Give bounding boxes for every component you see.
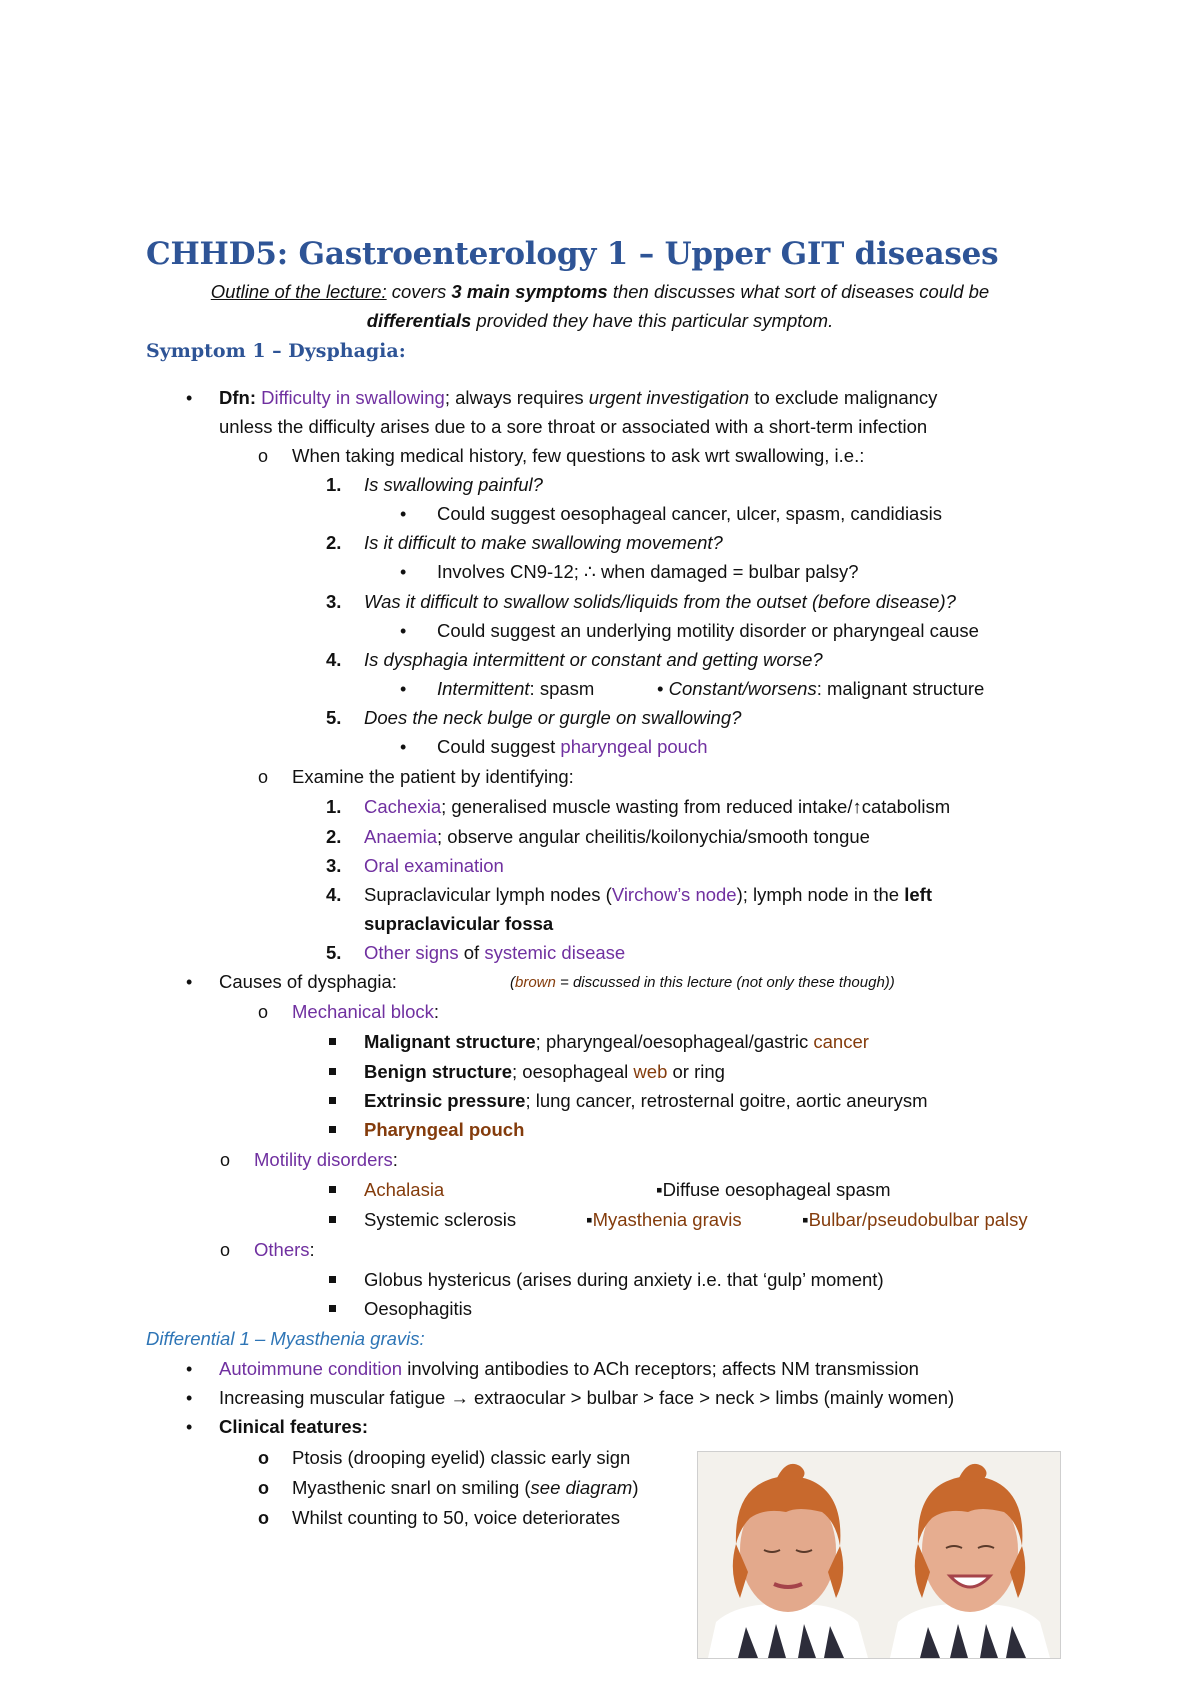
dfn-line-2: unless the difficulty arises due to a sore throat or associated with a short-term infection (219, 416, 928, 437)
motility-systemic-sclerosis: Systemic sclerosis (364, 1209, 517, 1230)
portrait-pair-illustration (698, 1452, 1060, 1658)
bullet-o: o (258, 767, 269, 787)
motility-achalasia: Achalasia (364, 1179, 445, 1200)
mechanical-item: Malignant structure; pharyngeal/oesophageal/gastric cancer (364, 1031, 869, 1052)
exam-item: Supraclavicular lymph nodes (Virchow’s node); lymph node in the left (364, 884, 932, 905)
bullet-o: o (258, 1448, 269, 1468)
motility-bulbar: ▪Bulbar/pseudobulbar palsy (802, 1209, 1028, 1230)
bullet-o: o (220, 1150, 231, 1170)
differential-bullet: Increasing muscular fatigue → extraocular > bulbar > face > neck > limbs (mainly women) (219, 1387, 955, 1408)
exam-item: Cachexia; generalised muscle wasting from reduced intake/↑catabolism (364, 796, 951, 817)
bullet-dot: • (186, 1359, 193, 1379)
history-intro: When taking medical history, few questions to ask wrt swallowing, i.e.: (292, 445, 865, 466)
exam-number: 3. (326, 855, 342, 876)
square-bullet (329, 1186, 336, 1193)
bullet-dot: • (400, 504, 407, 524)
symptom-1-heading: Symptom 1 – Dysphagia: (146, 340, 406, 362)
question-text: Was it difficult to swallow solids/liquids from the outset (before disease)? (364, 591, 956, 612)
question-answer: Could suggest oesophageal cancer, ulcer, spasm, candidiasis (437, 503, 942, 524)
others-item: Globus hystericus (arises during anxiety i.e. that ‘gulp’ moment) (364, 1269, 884, 1290)
question-text: Is swallowing painful? (364, 474, 543, 495)
mechanical-item: Extrinsic pressure; lung cancer, retrosternal goitre, aortic aneurysm (364, 1090, 928, 1111)
exam-number: 4. (326, 884, 342, 905)
question-answer: Could suggest an underlying motility disorder or pharyngeal cause (437, 620, 979, 641)
differential-1-heading: Differential 1 – Myasthenia gravis: (146, 1328, 425, 1349)
q5-answer: Could suggest pharyngeal pouch (437, 736, 708, 757)
bullet-dot: • (186, 388, 193, 408)
bullet-dot: • (400, 679, 407, 699)
exam-item: Oral examination (364, 855, 504, 876)
question-number: 4. (326, 649, 342, 670)
question-number: 1. (326, 474, 342, 495)
bullet-o: o (258, 446, 269, 466)
exam-item-continued: supraclavicular fossa (364, 913, 554, 934)
exam-intro: Examine the patient by identifying: (292, 766, 574, 787)
bullet-o: o (258, 1508, 269, 1528)
exam-item: Anaemia; observe angular cheilitis/koilonychia/smooth tongue (364, 826, 870, 847)
question-number: 2. (326, 532, 342, 553)
mechanical-item: Pharyngeal pouch (364, 1119, 525, 1140)
bullet-dot: • (186, 1417, 193, 1437)
clinical-feature: Myasthenic snarl on smiling (see diagram) (292, 1477, 639, 1498)
square-bullet (329, 1216, 336, 1223)
square-bullet (329, 1276, 336, 1283)
outline-line-2: differentials provided they have this particular symptom. (366, 310, 834, 331)
motility-label: Motility disorders: (254, 1149, 398, 1170)
myasthenic-snarl-photo (697, 1451, 1061, 1659)
square-bullet (329, 1097, 336, 1104)
bullet-o: o (220, 1240, 231, 1260)
outline-line-1: Outline of the lecture: covers 3 main symptoms then discusses what sort of diseases could be (210, 281, 990, 302)
dfn-line-1: Dfn: Difficulty in swallowing; always requires urgent investigation to exclude malignancy (219, 387, 938, 408)
others-item: Oesophagitis (364, 1298, 472, 1319)
square-bullet (329, 1068, 336, 1075)
mechanical-item: Benign structure; oesophageal web or ring (364, 1061, 725, 1082)
question-text: Does the neck bulge or gurgle on swallowing? (364, 707, 742, 728)
square-bullet (329, 1305, 336, 1312)
square-bullet (329, 1126, 336, 1133)
clinical-features-label: Clinical features: (219, 1416, 369, 1437)
causes-label: Causes of dysphagia: (219, 971, 397, 992)
differential-bullet: Autoimmune condition involving antibodies to ACh receptors; affects NM transmission (219, 1358, 919, 1379)
exam-number: 2. (326, 826, 342, 847)
exam-number: 1. (326, 796, 342, 817)
bullet-o: o (258, 1002, 269, 1022)
question-text: Is it difficult to make swallowing movement? (364, 532, 723, 553)
motility-diffuse-spasm: ▪Diffuse oesophageal spasm (656, 1179, 891, 1200)
bullet-dot: • (400, 621, 407, 641)
bullet-dot: • (400, 737, 407, 757)
square-bullet (329, 1038, 336, 1045)
document-title: CHHD5: Gastroenterology 1 – Upper GIT diseases (146, 236, 999, 272)
bullet-o: o (258, 1478, 269, 1498)
question-number: 3. (326, 591, 342, 612)
clinical-feature: Whilst counting to 50, voice deteriorates (292, 1507, 621, 1528)
clinical-feature: Ptosis (drooping eyelid) classic early sign (292, 1447, 631, 1468)
question-text: Is dysphagia intermittent or constant and getting worse? (364, 649, 823, 670)
q4-answer-b: • Constant/worsens: malignant structure (657, 678, 985, 699)
others-label: Others: (254, 1239, 315, 1260)
bullet-dot: • (400, 562, 407, 582)
bullet-dot: • (186, 972, 193, 992)
causes-note: (brown = discussed in this lecture (not only these though)) (510, 974, 895, 991)
question-answer: Involves CN9-12; ∴ when damaged = bulbar palsy? (437, 561, 859, 582)
motility-myasthenia: ▪Myasthenia gravis (586, 1209, 742, 1230)
exam-item: Other signs of systemic disease (364, 942, 626, 963)
bullet-dot: • (186, 1388, 193, 1408)
exam-number: 5. (326, 942, 342, 963)
question-number: 5. (326, 707, 342, 728)
q4-answer-a: Intermittent: spasm (437, 678, 595, 699)
mechanical-block-label: Mechanical block: (292, 1001, 440, 1022)
